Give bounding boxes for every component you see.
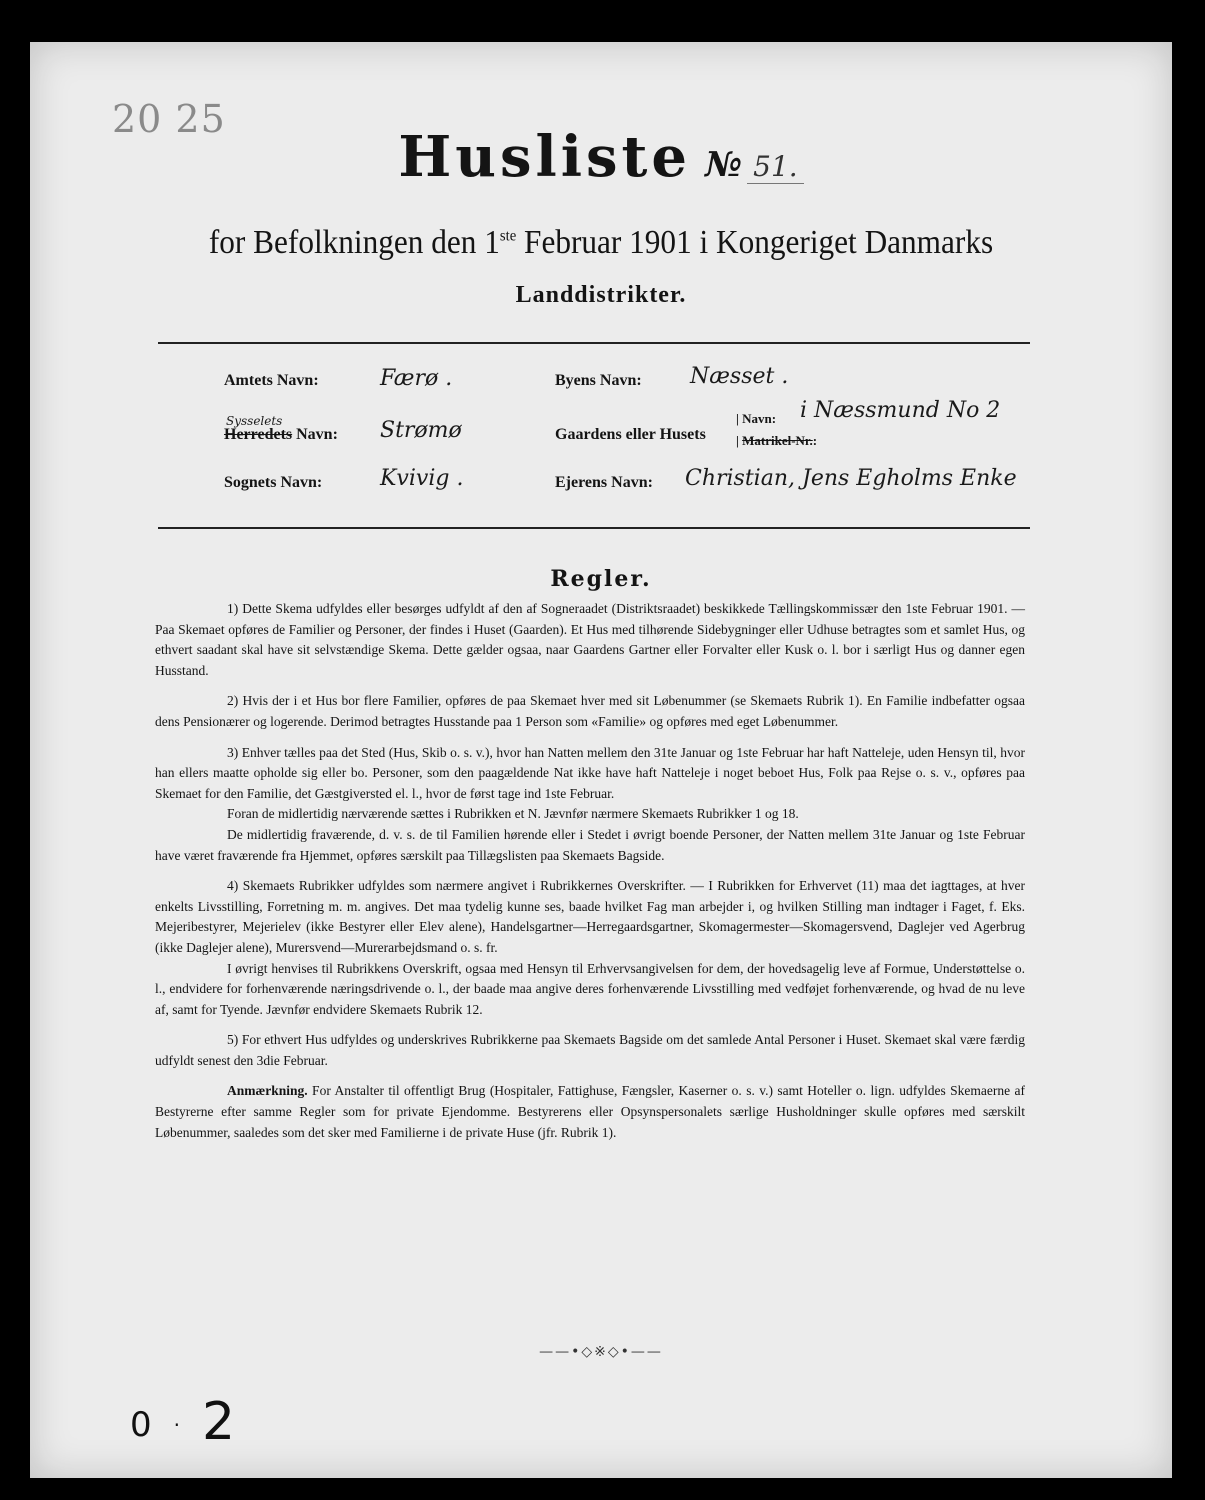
subtitle-post: Februar 1901 i Kongeriget Danmarks [516, 224, 994, 261]
rule-2: 2) Hvis der i et Hus bor flere Familier, opføres de paa Skemaet hver med sit Løbenummer (se Skemaets Rubrik 1). En Familie indbefatter ogsaa dens Pensionærer og logerende. Derimod betragtes Husstande paa 1 Person som «Familie» og opføres med eget Løbenummer. [155, 693, 1025, 729]
bottom-number-first: 0 [130, 1405, 152, 1445]
rule-5: 5) For ethvert Hus udfyldes og underskrives Rubrikkerne paa Skemaets Bagside om det samlede Antal Personer i Huset. Skemaet skal være færdig udfyldt senest den 3die Februar. [155, 1032, 1025, 1068]
herred-label-rest: Navn: [292, 426, 338, 443]
form-number-handwritten: 51. [747, 150, 804, 184]
gaard-navn-value: i Næssmund No 2 [800, 398, 1001, 423]
rule-4a: 4) Skemaets Rubrikker udfyldes som nærmere angivet i Rubrikkernes Overskrifter. — I Rubrikken for Erhvervet (11) maa det iagttages, at hver enkelts Livsstilling, Forretning m. m. angives. Det maa tydelig kunne ses, baade hvilket Fag man arbejder i, og hvilken Stilling man indtager i Faget, f. Eks. Mejeribestyrer, Mejerielev (ikke Bestyrer eller Elev alene), Handelsgartner—Herregaardsgartner, Skomagermester—Skomagersvend, Daglejer ved Agerbrug (ikke Daglejer alene), Murersvend—Murerarbejdsmand o. s. fr. [155, 878, 1025, 955]
ejer-value: Christian, Jens Egholms Enke [685, 466, 1017, 491]
bottom-handwritten-numbers [130, 1392, 235, 1452]
bottom-dot: · [173, 1413, 180, 1437]
gaard-bracket: | Navn: | Matrikel-Nr.: [736, 411, 818, 448]
subtitle-pre: for Befolkningen den 1 [208, 224, 500, 261]
rule-3c: De midlertidig fraværende, d. v. s. de til Familien hørende eller i Stedet i øvrigt boende Personer, der Natten mellem 31te Januar og 1ste Februar have været fraværende fra Hjemmet, opføres særskilt paa Tillægslisten paa Skemaets Bagside. [155, 826, 1025, 863]
top-divider [158, 342, 1030, 344]
rule-3b: Foran de midlertidig nærværende sættes i Rubrikken et N. Jævnfør nærmere Skemaets Rubrikker 1 og 18. [227, 806, 799, 822]
rule-1: 1) Dette Skema udfyldes eller besørges udfyldt af den af Sogneraadet (Distriktsraadet) beskikkede Tællingskommissær den 1ste Februar 1901. — Paa Skemaet opføres de Familier og Personer, der findes i Huset (Gaarden). Et Hus med tilhørende Sidebygninger eller Udhuse betragtes som et samlet Hus, og ethvert saadant skal have sit selvstændige Skema. Dette gælder ogsaa, naar Gaardens Gartner eller Forvalter eller Kusk o. l. bor i særligt Hus og danner egen Husstand. [155, 601, 1025, 678]
amt-value: Færø . [380, 366, 453, 391]
herred-label-struck: Herredets [224, 426, 293, 443]
gaard-matrikel-colon: : [812, 433, 818, 448]
number-label: № [705, 145, 743, 185]
district-type: Landdistrikter. [515, 282, 687, 308]
rule-note [155, 1081, 1025, 1143]
rules-body [155, 599, 1025, 1153]
subtitle-sup: ste [499, 227, 517, 245]
amt-label: Amtets Navn: [224, 372, 319, 389]
herred-annotation: Sysselets [226, 414, 283, 428]
bottom-number-second: 2 [202, 1392, 236, 1452]
mid-divider [158, 527, 1030, 529]
title-word: Husliste [398, 124, 692, 190]
herred-value: Strømø [380, 418, 462, 443]
rule-4b: I øvrigt henvises til Rubrikkens Overskrift, ogsaa med Hensyn til Erhvervsangivelsen for dem, der hovedsagelig leve af Formue, Understøttelse o. l., endvidere for forhenværende næringsdrivende o. l., der baade maa angive deres forhenværende Livsstilling med vedføjet forhenværende, og hvad de nu leve af, samt for Tyende. Jævnfør endvidere Skemaets Rubrik 12. [155, 960, 1025, 1017]
note-label: Anmærkning. [227, 1083, 308, 1099]
gaard-navn-label: Navn: [742, 411, 777, 426]
note-text: For Anstalter til offentligt Brug (Hospitaler, Fattighuse, Fængsler, Kaserner o. s. v.) samt Hoteller o. lign. udfyldes Skemaerne af Bestyrerne efter samme Regler som for private Ejendomme. Bestyrerens eller Opsynspersonalets særlige Husholdninger skulle opføres med særskilt Løbenummer, saaledes som det sker med Familierne i de private Huse (jfr. Rubrik 1). [155, 1083, 1025, 1140]
by-value: Næsset . [690, 364, 789, 389]
by-label: Byens Navn: [555, 372, 642, 389]
gaard-matrikel-label: Matrikel-Nr. [742, 433, 813, 448]
rules-heading: Regler. [550, 566, 652, 592]
archive-corner-numbers: 20 25 [112, 97, 226, 141]
ornament-divider: ——•◇※◇•—— [539, 1344, 663, 1360]
sogn-label: Sognets Navn: [224, 474, 323, 491]
census-form-page [30, 42, 1172, 1478]
gaard-label: Gaardens eller Husets [555, 426, 706, 443]
form-subtitle [76, 224, 1127, 262]
sogn-value: Kvivig . [380, 466, 464, 491]
herred-label [224, 426, 338, 444]
form-title [30, 124, 1172, 190]
rule-3a: 3) Enhver tælles paa det Sted (Hus, Skib o. s. v.), hvor han Natten mellem den 31te Januar og 1ste Februar har haft Natteleje, uden Hensyn til, hvor han ellers maatte opholde sig eller bo. Personer, som den paagældende Nat ikke have haft Natteleje i noget beboet Hus, Folk paa Rejse o. s. v., opføres paa Skemaet for den Familie, det Gæstgiversted el. l., hvor de først tage ind 1ste Februar. [155, 744, 1025, 801]
ejer-label: Ejerens Navn: [555, 474, 653, 491]
